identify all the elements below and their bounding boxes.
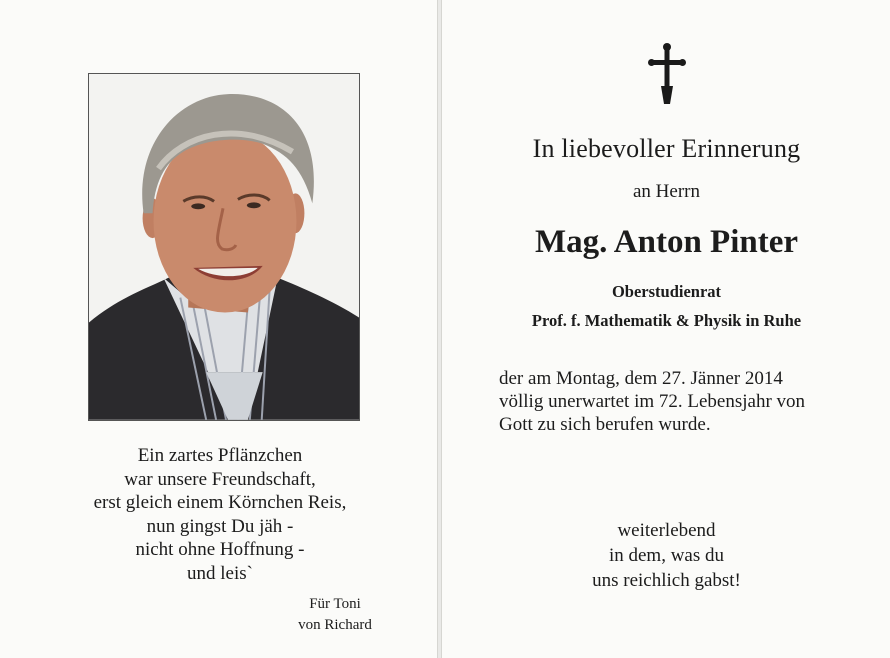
profession-title: Prof. f. Mathematik & Physik in Ruhe [531,311,802,330]
notice-line: völlig unerwartet im 72. Lebensjahr von [499,391,806,412]
dedication-line: Für Toni [309,596,361,612]
closing-line: weiterlebend [617,520,716,541]
poem-line: war unsere Freundschaft, [124,468,316,490]
death-notice-text [499,367,844,436]
deceased-name: Mag. Anton Pinter [534,224,799,260]
poem-line: Ein zartes Pflänzchen [137,445,303,466]
poem-line: nicht ohne Hoffnung - [135,539,305,561]
memorial-poem [40,444,400,586]
closing-line: uns reichlich gabst! [592,570,741,591]
honorary-title: Oberstudienrat [611,282,722,301]
dedication-line: von Richard [298,617,372,633]
portrait-illustration [89,74,359,420]
salutation: an Herrn [633,181,700,202]
closing-line: in dem, was du [608,545,725,566]
notice-line: Gott zu sich berufen wurde. [499,414,711,435]
closing-verse [442,518,890,593]
poem-line: und leis` [187,562,253,584]
poem-line: nun gingst Du jäh - [146,515,294,537]
poem-line: erst gleich einem Körnchen Reis, [93,492,347,514]
notice-line: der am Montag, dem 27. Jänner 2014 [499,368,783,389]
cross-icon [648,42,686,106]
portrait-photo [88,73,360,421]
memorial-heading: In liebevoller Erinnerung [532,134,801,163]
dedication [270,594,400,636]
card-left-panel [0,0,438,658]
card-right-panel [441,0,890,658]
